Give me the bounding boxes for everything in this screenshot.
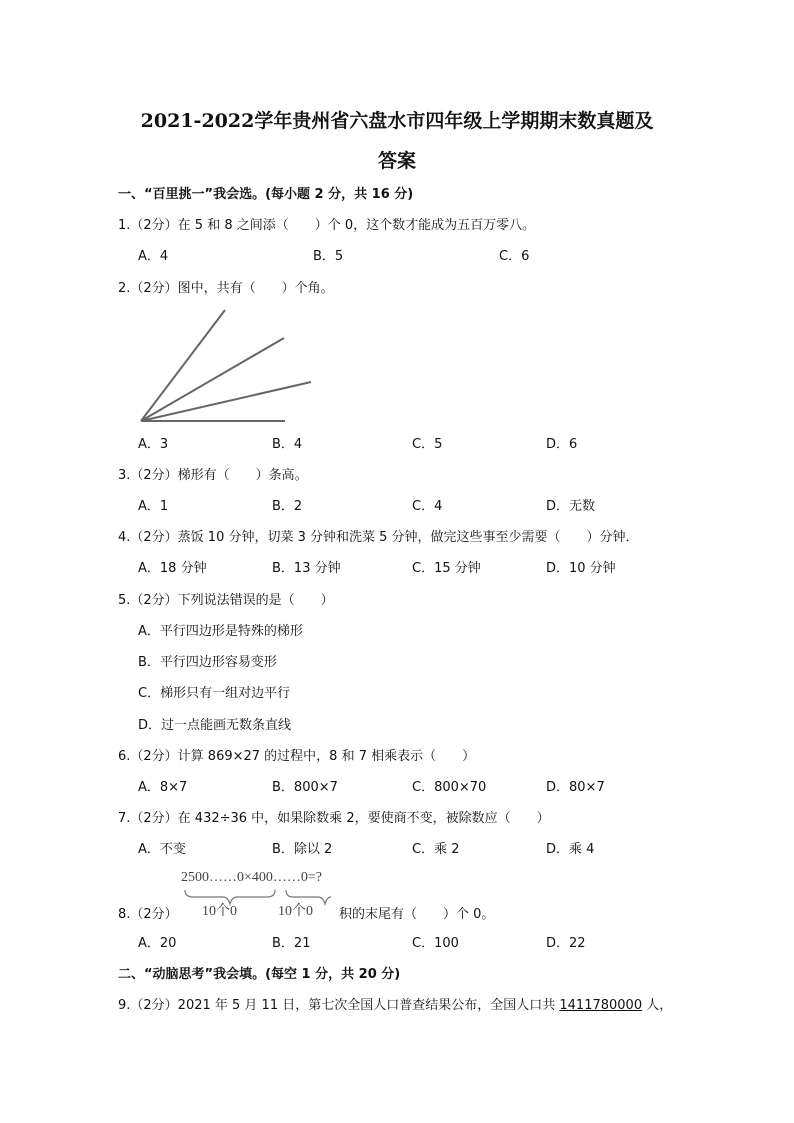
option: B．13 分钟 [272,561,341,576]
angles-figure [130,300,330,430]
option: A．平行四边形是特殊的梯形 [138,624,303,639]
option: B．5 [313,249,344,264]
doc-title-line2: 答案 [377,150,416,172]
option: C．800×70 [412,780,487,795]
doc-title-line1: 2021-2022学年贵州省六盘水市四年级上学期期末数真题及 [140,110,654,132]
option: B．4 [272,437,303,452]
option: B．21 [272,936,311,951]
option: A．4 [138,249,169,264]
option: C．4 [412,499,443,514]
option: C．6 [499,249,530,264]
question-9 [118,998,672,1014]
question-6: 6.（2分）计算 869×27 的过程中，8 和 7 相乘表示（ ） [118,749,476,764]
option: C．乘 2 [412,842,460,857]
question-4: 4.（2分）蒸饭 10 分钟，切菜 3 分钟和洗菜 5 分钟，做完这些事至少需要（ ）分钟． [118,530,639,545]
option: A．3 [138,437,169,452]
option: B．平行四边形容易变形 [138,655,277,670]
option: A．18 分钟 [138,561,207,576]
option: D．无数 [546,499,596,514]
option: A．8×7 [138,780,188,795]
option: C．5 [412,437,443,452]
option: B．2 [272,499,303,514]
option: D．10 分钟 [546,561,616,576]
question-1: 1.（2分）在 5 和 8 之间添（ ）个 0，这个数才能成为五百万零八。 [118,218,536,233]
option: D．乘 4 [546,842,595,857]
brace-label-1: 10个0 [202,904,237,919]
option: C．15 分钟 [412,561,481,576]
option: D．过一点能画无数条直线 [138,718,292,733]
option: A．不变 [138,842,186,857]
option: D．6 [546,437,578,452]
question-8-prefix: 8.（2分） [118,907,178,922]
question-7: 7.（2分）在 432÷36 中，如果除数乘 2，要使商不变，被除数应（ ） [118,811,550,826]
figure-expression: 2500……0×400……0=? [181,870,323,885]
question-8-suffix: 积的末尾有（ ）个 0。 [339,907,495,922]
section-1-heading: 一、“百里挑一”我会选。(每小题 2 分，共 16 分) [118,187,414,202]
option: A．20 [138,936,177,951]
question-3: 3.（2分）梯形有（ ）条高。 [118,468,308,483]
option: B．除以 2 [272,842,333,857]
q9-population: 1411780000 [559,998,643,1013]
option: D．80×7 [546,780,605,795]
option: C．100 [412,936,459,951]
option: D．22 [546,936,586,951]
q9-suffix: 人， [642,998,673,1013]
q9-prefix: 9.（2分）2021 年 5 月 11 日，第七次全国人口普查结果公布，全国人口共 [118,998,560,1013]
question-5: 5.（2分）下列说法错误的是（ ） [118,593,334,608]
option: A．1 [138,499,169,514]
section-2-heading: 二、“动脑思考”我会填。(每空 1 分，共 20 分) [118,967,401,982]
option: C．梯形只有一组对边平行 [138,686,291,701]
brace-label-2: 10个0 [278,904,313,919]
question-2: 2.（2分）图中，共有（ ）个角。 [118,281,334,296]
option: B．800×7 [272,780,338,795]
